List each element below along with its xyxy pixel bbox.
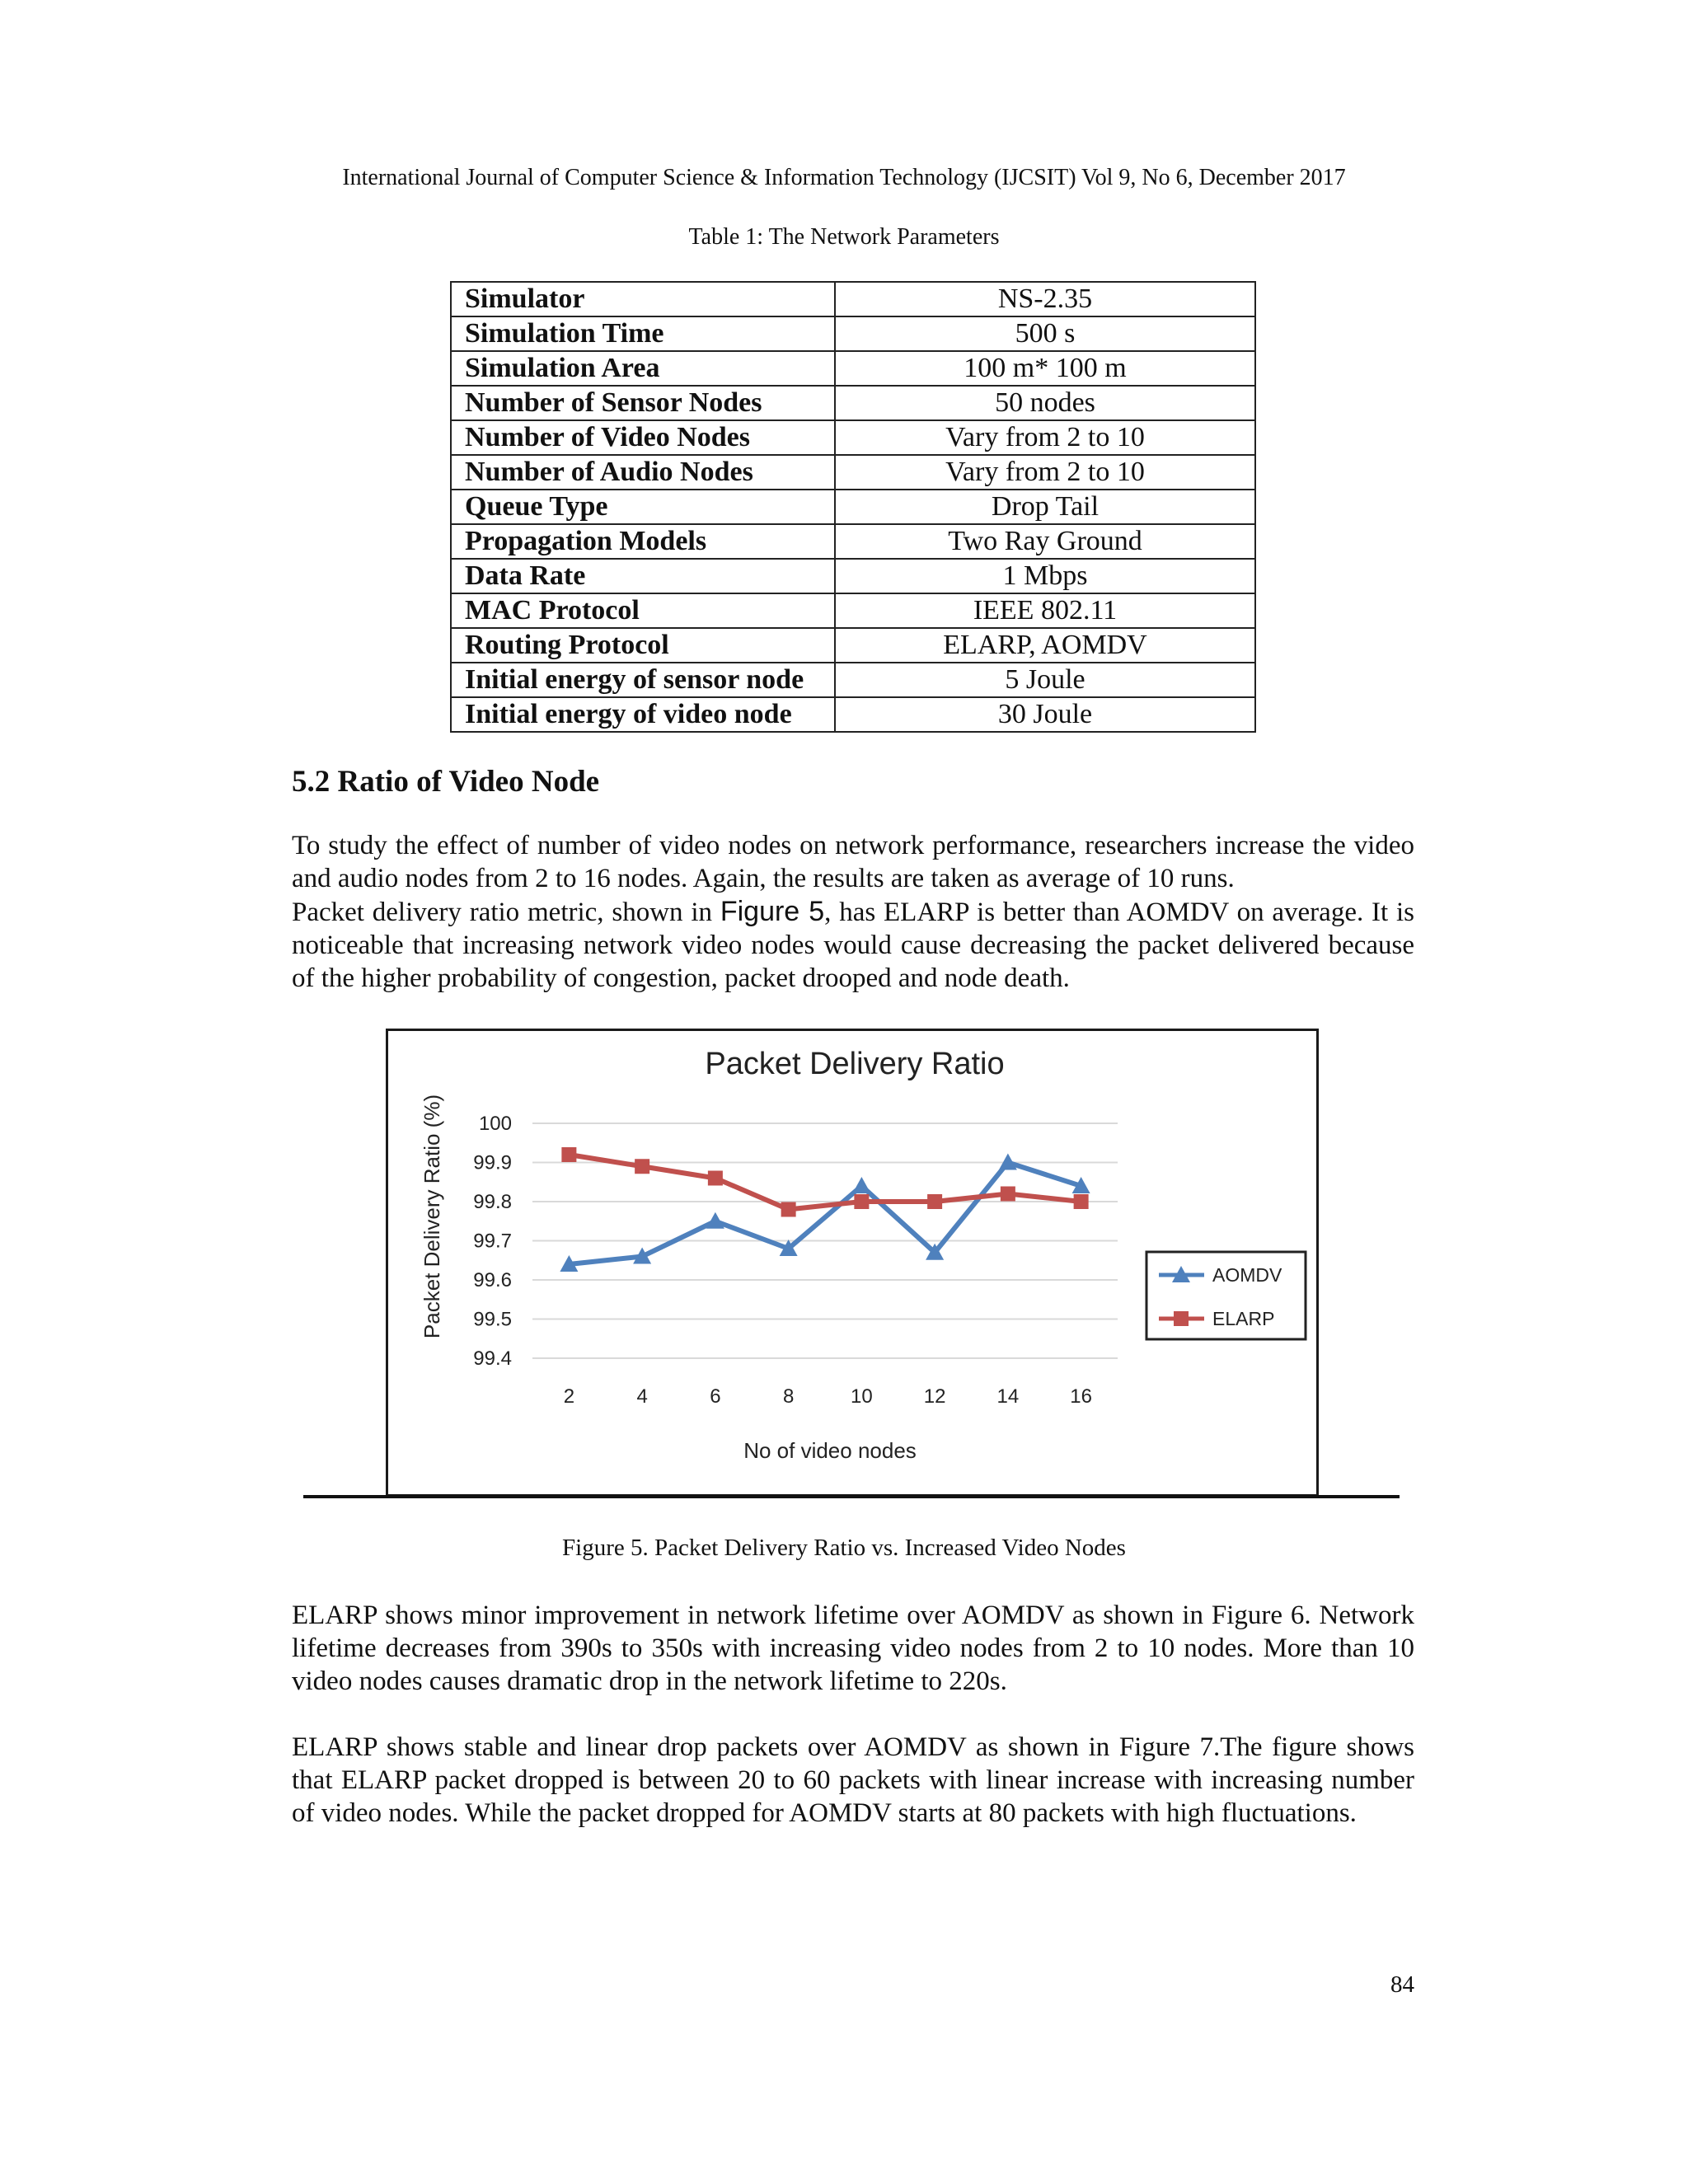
chart-x-tick-label: 2	[563, 1385, 575, 1408]
legend-swatch-marker	[1174, 1311, 1189, 1326]
running-header: International Journal of Computer Science & Information Technology (IJCSIT) Vol 9, No 6, December 2017	[342, 165, 1346, 190]
figure-frame	[386, 1029, 1319, 1497]
table-row	[451, 282, 1255, 316]
chart-x-tick-label: 8	[782, 1385, 795, 1408]
parameter-name: MAC Protocol	[451, 593, 835, 628]
parameter-name: Simulator	[451, 282, 835, 316]
chart-x-tick-label: 10	[851, 1385, 873, 1408]
chart-title: Packet Delivery Ratio	[705, 1047, 1005, 1081]
parameter-value: 50 nodes	[835, 386, 1255, 420]
parameter-value: 500 s	[835, 316, 1255, 351]
chart-y-axis-label: Packet Delivery Ratio (%)	[420, 1094, 444, 1339]
parameter-name: Simulation Area	[451, 351, 835, 386]
table-row	[451, 663, 1255, 697]
chart-x-tick-label: 14	[996, 1385, 1020, 1408]
chart-y-tick-label: 99.4	[473, 1347, 512, 1370]
chart-y-tick-label: 99.9	[473, 1151, 512, 1174]
packet-delivery-ratio-chart	[388, 1031, 1316, 1494]
chart-x-tick-label: 16	[1070, 1385, 1092, 1408]
paragraph-text: , has ELARP is better than AOMDV on average. It is noticeable that increasing network video nodes would cause decreasing the packet delivered because of the higher probability of congestion, packet drooped and node death.	[292, 898, 1415, 993]
chart-x-tick-label: 12	[923, 1385, 946, 1408]
table-row	[451, 697, 1255, 732]
parameter-name: Initial energy of video node	[451, 697, 835, 732]
figure-caption: Figure 5. Packet Delivery Ratio vs. Increased Video Nodes	[562, 1535, 1126, 1561]
parameter-name: Routing Protocol	[451, 628, 835, 663]
data-point-elarp	[561, 1147, 576, 1162]
chart-y-tick-label: 99.5	[473, 1308, 512, 1331]
chart-y-tick-label: 99.7	[473, 1230, 512, 1253]
parameter-name: Propagation Models	[451, 524, 835, 559]
chart-y-tick-label: 99.6	[473, 1269, 512, 1291]
data-point-elarp	[854, 1194, 869, 1209]
page-number: 84	[1390, 1971, 1414, 1998]
paragraph-video-node-ratio	[292, 829, 1414, 995]
table-row	[451, 351, 1255, 386]
parameter-value: NS-2.35	[835, 282, 1255, 316]
table-row	[451, 420, 1255, 455]
data-point-elarp	[708, 1171, 723, 1186]
data-point-elarp	[635, 1159, 649, 1174]
data-point-elarp	[1074, 1194, 1089, 1209]
chart-x-axis-label: No of video nodes	[743, 1438, 917, 1463]
section-heading: 5.2 Ratio of Video Node	[292, 765, 600, 799]
parameter-name: Initial energy of sensor node	[451, 663, 835, 697]
parameter-value: 5 Joule	[835, 663, 1255, 697]
paragraph-sentence: To study the effect of number of video nodes on network performance, researchers increase the video and audio nodes from 2 to 16 nodes. Again, the results are taken as average of 10 runs.	[292, 831, 1414, 893]
table-row	[451, 524, 1255, 559]
parameter-name: Number of Video Nodes	[451, 420, 835, 455]
figure-baseline-rule	[303, 1495, 1400, 1498]
parameter-value: Drop Tail	[835, 490, 1255, 524]
paragraph-network-lifetime	[292, 1599, 1414, 1698]
parameter-name: Simulation Time	[451, 316, 835, 351]
table-caption: Table 1: The Network Parameters	[688, 224, 1000, 250]
table-row	[451, 316, 1255, 351]
parameter-value: ELARP, AOMDV	[835, 628, 1255, 663]
chart-x-tick-label: 4	[636, 1385, 648, 1408]
table-row	[451, 593, 1255, 628]
data-point-aomdv	[706, 1212, 724, 1229]
network-parameters-table	[450, 281, 1256, 733]
chart-y-tick-label: 100	[478, 1113, 512, 1135]
data-point-elarp	[927, 1194, 942, 1209]
parameter-value: Two Ray Ground	[835, 524, 1255, 559]
parameter-name: Queue Type	[451, 490, 835, 524]
table-row	[451, 559, 1255, 593]
chart-x-tick-label: 6	[710, 1385, 721, 1408]
table-row	[451, 455, 1255, 490]
figure-reference-link[interactable]: Figure 5	[720, 896, 825, 927]
paragraph-text: ELARP shows minor improvement in network lifetime over AOMDV as shown in Figure 6. Network lifetime decreases from 390s to 350s with increasing video nodes from 2 to 10 nodes. More than 10 video nodes causes dramatic drop in the network lifetime to 220s.	[292, 1601, 1414, 1696]
data-point-elarp	[781, 1202, 796, 1217]
table-row	[451, 628, 1255, 663]
parameter-name: Number of Audio Nodes	[451, 455, 835, 490]
legend-label-elarp: ELARP	[1212, 1308, 1275, 1329]
parameter-value: Vary from 2 to 10	[835, 455, 1255, 490]
table-row	[451, 490, 1255, 524]
paragraph-sentence	[292, 895, 1414, 995]
data-point-elarp	[1001, 1187, 1015, 1202]
parameter-value: IEEE 802.11	[835, 593, 1255, 628]
legend-label-aomdv: AOMDV	[1212, 1264, 1282, 1286]
chart-y-tick-label: 99.8	[473, 1191, 512, 1213]
series-line-aomdv	[569, 1163, 1081, 1265]
parameter-name: Data Rate	[451, 559, 835, 593]
parameter-value: 30 Joule	[835, 697, 1255, 732]
paragraph-packet-drop	[292, 1731, 1414, 1830]
parameter-value: 100 m* 100 m	[835, 351, 1255, 386]
table-row	[451, 386, 1255, 420]
parameter-value: Vary from 2 to 10	[835, 420, 1255, 455]
data-point-aomdv	[852, 1177, 870, 1193]
parameter-value: 1 Mbps	[835, 559, 1255, 593]
paragraph-text: Packet delivery ratio metric, shown in	[292, 898, 713, 927]
parameter-name: Number of Sensor Nodes	[451, 386, 835, 420]
paragraph-text: ELARP shows stable and linear drop packets over AOMDV as shown in Figure 7.The figure shows that ELARP packet dropped is between 20 to 60 packets with linear increase with increasing number of video nodes. While the packet dropped for AOMDV starts at 80 packets with high fluctuations.	[292, 1732, 1414, 1828]
